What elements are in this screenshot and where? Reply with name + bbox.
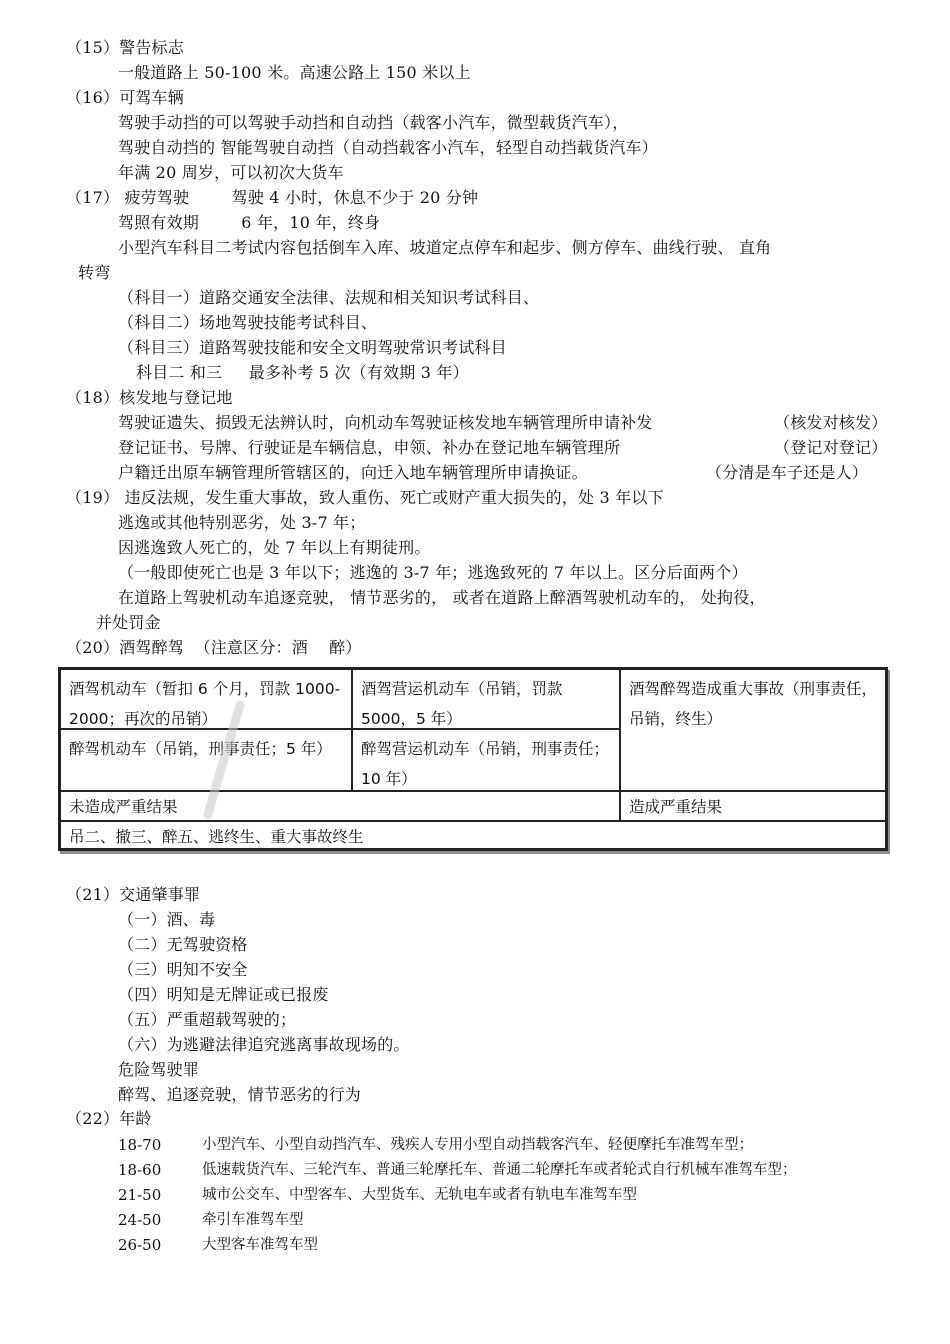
section-18-line-3: 户籍迁出原车辆管理所管辖区的，向迁入地车辆管理所申请换证。 xyxy=(118,463,588,482)
section-16-line-3: 年满 20 周岁，可以初次大货车 xyxy=(118,163,344,182)
section-17-line-2-cont: 转弯 xyxy=(78,263,111,282)
section-17-subject-3: （科目三）道路驾驶技能和安全文明驾驶常识考试科目 xyxy=(118,338,507,357)
age-description: 低速载货汽车、三轮汽车、普通三轮摩托车、普通二轮摩托车或者轮式自行机械车准驾车型； xyxy=(202,1162,797,1178)
table-cell-r1c3: 酒驾醉驾造成重大事故（刑事责任，吊销，终生） xyxy=(620,669,886,791)
section-21-dangerous-desc: 醉驾、追逐竞驶，情节恶劣的行为 xyxy=(118,1085,362,1104)
section-18-heading: （18）核发地与登记地 xyxy=(66,388,233,407)
section-19-line-2: 因逃逸致人死亡的，处 7 年以上有期徒刑。 xyxy=(118,538,431,557)
section-18-line-2: 登记证书、号牌、行驶证是车辆信息，申领、补办在登记地车辆管理所 xyxy=(118,438,621,457)
table-cell-r1c1: 酒驾机动车（暂扣 6 个月，罚款 1000-2000；再次的吊销） xyxy=(60,669,352,729)
age-description: 大型客车准驾车型 xyxy=(202,1237,318,1253)
section-16-heading: （16）可驾车辆 xyxy=(66,88,184,107)
section-16-line-1: 驾驶手动挡的可以驾驶手动挡和自动挡（载客小汽车，微型载货汽车）， xyxy=(118,113,629,132)
section-21-heading: （21）交通肇事罪 xyxy=(66,885,201,904)
age-description: 牵引车准驾车型 xyxy=(202,1212,304,1228)
table-cell-r4c1: 吊二、撤三、醉五、逃终生、重大事故终生 xyxy=(60,821,886,849)
section-17-line-1: 驾照有效期 6 年，10 年，终身 xyxy=(118,213,381,232)
section-21-item-2: （二）无驾驶资格 xyxy=(118,935,248,954)
section-19-heading: （19） 违反法规，发生重大事故，致人重伤、死亡或财产重大损失的，处 3 年以下 xyxy=(66,488,664,507)
table-cell-r3c2: 造成严重结果 xyxy=(620,791,886,821)
section-17-retake: 科目二 和三 最多补考 5 次（有效期 3 年） xyxy=(136,363,469,382)
section-21-item-5: （五）严重超载驾驶的； xyxy=(118,1010,297,1029)
section-21-item-1: （一）酒、毒 xyxy=(118,910,216,929)
section-17-heading: （17） 疲劳驾驶 驾驶 4 小时，休息不少于 20 分钟 xyxy=(66,188,479,207)
section-19-line-4: 在道路上驾驶机动车追逐竞驶， 情节恶劣的， 或者在道路上醉酒驾驶机动车的， 处拘役， xyxy=(118,588,766,607)
drunk-driving-table xyxy=(58,667,888,851)
section-16-line-2: 驾驶自动挡的 智能驾驶自动挡（自动挡载客小汽车，轻型自动挡载货汽车） xyxy=(118,138,658,157)
age-description: 小型汽车、小型自动挡汽车、残疾人专用小型自动挡载客汽车、轻便摩托车准驾车型； xyxy=(202,1137,753,1153)
table-cell-r2c2: 醉驾营运机动车（吊销，刑事责任；10 年） xyxy=(352,729,620,791)
section-17-line-2: 小型汽车科目二考试内容包括倒车入库、坡道定点停车和起步、侧方停车、曲线行驶、 直角 xyxy=(118,238,772,257)
section-21-item-6: （六）为逃避法律追究逃离事故现场的。 xyxy=(118,1035,410,1054)
section-19-line-1: 逃逸或其他特别恶劣，处 3-7 年； xyxy=(118,513,366,532)
section-19-line-4-cont: 并处罚金 xyxy=(96,613,161,632)
age-range: 18-60 xyxy=(118,1161,162,1179)
age-range: 24-50 xyxy=(118,1211,162,1229)
section-18-line-2-note: （登记对登记） xyxy=(774,438,888,457)
section-20-heading: （20）酒驾醉驾 （注意区分：酒 醉） xyxy=(66,638,362,657)
section-18-line-1: 驾驶证遗失、损毁无法辨认时，向机动车驾驶证核发地车辆管理所申请补发 xyxy=(118,413,653,432)
section-15-heading: （15）警告标志 xyxy=(66,38,184,57)
age-range: 21-50 xyxy=(118,1186,162,1204)
table-cell-r3c1: 未造成严重结果 xyxy=(60,791,620,821)
section-18-line-1-note: （核发对核发） xyxy=(774,413,888,432)
section-21-item-4: （四）明知是无牌证或已报废 xyxy=(118,985,329,1004)
table-cell-r1c2: 酒驾营运机动车（吊销，罚款 5000，5 年） xyxy=(352,669,620,729)
section-21-dangerous-driving: 危险驾驶罪 xyxy=(118,1060,200,1079)
section-17-subject-2: （科目二）场地驾驶技能考试科目、 xyxy=(118,313,378,332)
section-18-line-3-note: （分清是车子还是人） xyxy=(706,463,869,482)
age-range: 26-50 xyxy=(118,1236,162,1254)
age-description: 城市公交车、中型客车、大型货车、无轨电车或者有轨电车准驾车型 xyxy=(202,1187,637,1203)
section-19-line-3: （一般即使死亡也是 3 年以下；逃逸的 3-7 年；逃逸致死的 7 年以上。区分后面两个） xyxy=(118,563,748,582)
table-cell-r2c1: 醉驾机动车（吊销，刑事责任；5 年） xyxy=(60,729,352,791)
age-range: 18-70 xyxy=(118,1136,162,1154)
section-22-heading: （22）年龄 xyxy=(66,1109,152,1128)
section-17-subject-1: （科目一）道路交通安全法律、法规和相关知识考试科目、 xyxy=(118,288,540,307)
section-15-line-1: 一般道路上 50-100 米。高速公路上 150 米以上 xyxy=(118,63,471,82)
section-21-item-3: （三）明知不安全 xyxy=(118,960,248,979)
